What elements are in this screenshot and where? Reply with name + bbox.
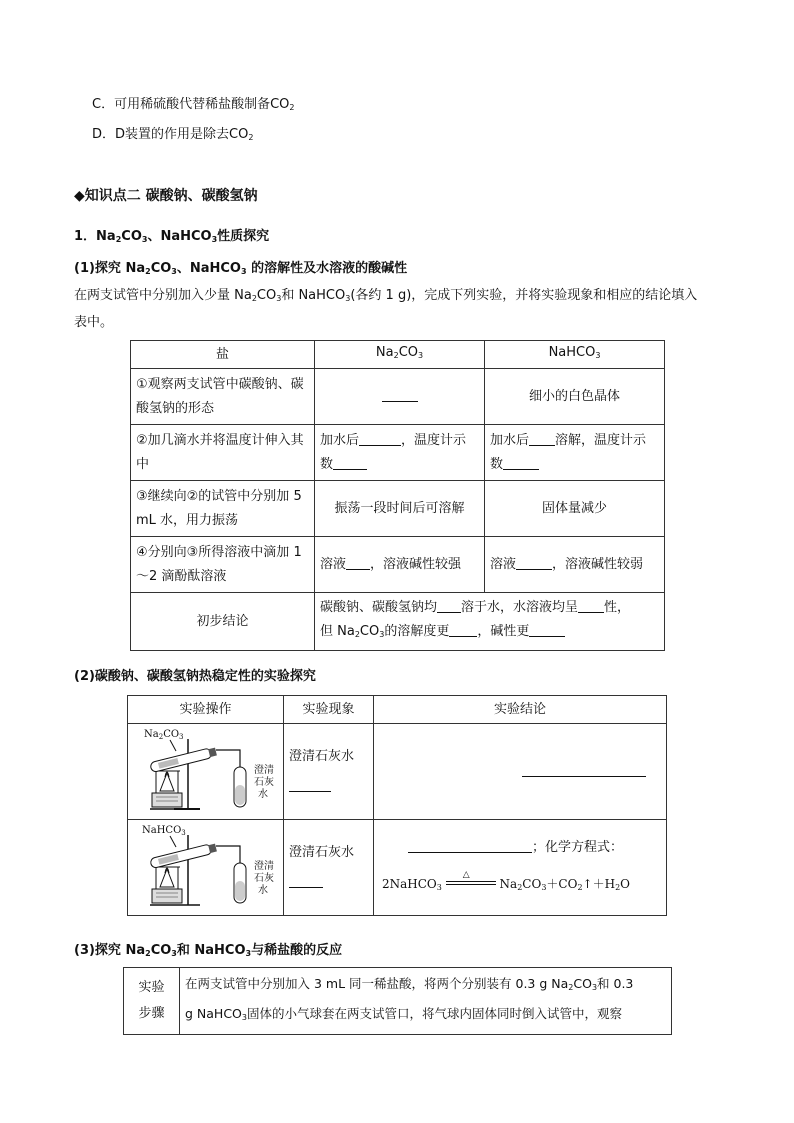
blank[interactable] [449, 624, 477, 637]
eq-r-sub2c: 2 [615, 882, 621, 892]
heat-arrow [446, 870, 496, 890]
option-d-formula: CO [229, 127, 249, 142]
concl-sub3: 3 [379, 630, 385, 639]
row1-nahco3: 细小的白色晶体 [485, 369, 665, 425]
table-row [131, 481, 665, 537]
properties-table [130, 340, 665, 651]
conclusion-label: 初步结论 [131, 593, 315, 651]
apparatus-reagent-label [142, 825, 186, 837]
part3-pre: (3)探究 Na [74, 943, 146, 958]
steps-sub2: 2 [568, 983, 574, 992]
lime-label-2 [254, 859, 274, 896]
lime-d5: 水 [258, 884, 268, 896]
part1-sub2: 2 [145, 267, 151, 276]
blank[interactable] [437, 600, 461, 613]
reagent-sub3: 3 [179, 732, 184, 741]
thermal-stability-table [127, 695, 667, 916]
option-c [92, 96, 294, 117]
intro-sub3: 3 [276, 294, 282, 303]
reagent-na: Na [144, 728, 159, 740]
blank[interactable] [359, 433, 401, 446]
table-header-row [128, 696, 667, 724]
row4-na2co3 [315, 537, 485, 593]
intro-b: CO [256, 288, 277, 303]
part2-heading: (2)碳酸钠、碳酸氢钠热稳定性的实验探究 [74, 669, 316, 684]
concl-1c: 性， [604, 600, 631, 615]
lime-d1: 澄 [254, 860, 264, 872]
option-c-formula: CO [270, 97, 290, 112]
blank[interactable] [346, 557, 370, 570]
h-sub3b: 3 [595, 351, 601, 360]
delta-icon: △ [462, 870, 470, 880]
row2-na-a: 加水后 [320, 432, 360, 448]
lime-d3: 石 [254, 872, 264, 884]
eq-r5: O [620, 876, 630, 891]
h-nahco: NaHCO [548, 345, 596, 360]
row4-na-b: ，溶液碱性较强 [370, 556, 462, 572]
reagent-co: CO [163, 728, 180, 740]
row2-na2co3 [315, 425, 485, 481]
row2-nh-a: 加水后 [490, 432, 530, 448]
h-co: CO [398, 345, 418, 360]
blank[interactable] [333, 457, 367, 470]
row4-nahco3 [485, 537, 665, 593]
row2-phenomenon [284, 820, 374, 916]
concl-1b: 溶于水，水溶液均呈 [461, 600, 579, 615]
header-na2co3 [315, 341, 485, 369]
part1-intro-line2: 表中。 [74, 315, 114, 330]
blank[interactable] [408, 840, 532, 853]
table-row [131, 369, 665, 425]
part3-sub3b: 3 [245, 949, 252, 958]
steps-1b: CO [573, 976, 592, 991]
heating-apparatus-diagram [130, 823, 276, 913]
intro-c: 和 NaHCO [281, 288, 346, 303]
row1-phen-text: 澄清石灰水 [289, 748, 355, 764]
eq-r1: Na [499, 876, 518, 891]
part3-sub2: 2 [145, 949, 151, 958]
part3-heading [74, 942, 342, 963]
concl-sub2: 2 [354, 630, 360, 639]
steps-2a: g NaHCO [185, 1006, 242, 1021]
reagent-sub3b: 3 [181, 828, 186, 837]
reagent-nahco: NaHCO [142, 824, 182, 836]
header-phenomenon: 实验现象 [284, 696, 374, 724]
steps-1c: 和 0.3 [597, 976, 634, 991]
part1-heading [74, 260, 407, 281]
row2-na-b: ，温度计示数 [320, 432, 467, 472]
steps-1a: 在两支试管中分别加入 3 mL 同一稀盐酸，将两个分别装有 0.3 g Na [185, 976, 569, 991]
eq-r4: ↑＋H [582, 876, 616, 891]
part1-intro-line1 [74, 287, 697, 308]
part1-mid1: CO [150, 261, 172, 276]
lime-c5: 水 [258, 788, 268, 800]
option-d [92, 126, 253, 147]
apparatus-reagent-label [144, 729, 184, 741]
table-row [131, 425, 665, 481]
chemical-equation [382, 863, 661, 903]
concl-tail: ；化学方程式： [532, 839, 624, 855]
blank[interactable] [289, 779, 331, 792]
blank[interactable] [529, 433, 555, 446]
table-row [128, 724, 667, 820]
row4-nh-b: ，溶液碱性较弱 [552, 556, 644, 572]
sub1-sub2: 2 [115, 235, 122, 244]
equals-line [446, 881, 496, 882]
blank[interactable] [289, 875, 323, 888]
row3-na2co3: 振荡一段时间后可溶解 [315, 481, 485, 537]
row2-conclusion [374, 820, 667, 916]
lime-d2: 清 [264, 860, 274, 872]
part1-mid2: 、NaHCO [176, 261, 241, 276]
lime-c1: 澄 [254, 764, 264, 776]
steps-sub3b: 3 [241, 1013, 247, 1022]
eq-sub3: 3 [436, 882, 442, 892]
part1-sub3: 3 [171, 267, 177, 276]
row2-step: ②加几滴水并将温度计伸入其中 [131, 425, 315, 481]
sub1-mid1: CO [121, 229, 142, 244]
concl-2d: ，碱性更 [477, 624, 530, 639]
header-nahco3 [485, 341, 665, 369]
blank[interactable] [516, 557, 552, 570]
h-na: Na [375, 345, 394, 360]
sub1-post: 性质探究 [217, 229, 270, 244]
steps-label: 实验步骤 [124, 968, 180, 1035]
part1-sub3b: 3 [240, 267, 247, 276]
table-row [128, 820, 667, 916]
eq-r3: ＋CO [546, 876, 578, 891]
part3-post: 与稀盐酸的反应 [251, 943, 343, 958]
lime-c3: 石 [254, 776, 264, 788]
header-conclusion: 实验结论 [374, 696, 667, 724]
lime-label-1 [254, 763, 274, 800]
table-header-row [131, 341, 665, 369]
part1-post: 的溶解性及水溶液的酸碱性 [246, 261, 408, 276]
option-d-text: D．D装置的作用是除去 [92, 127, 230, 142]
row4-step: ④分别向③所得溶液中滴加 1～2 滴酚酞溶液 [131, 537, 315, 593]
subsection-1-title [74, 228, 269, 249]
equals-line-2 [446, 884, 496, 885]
blank[interactable] [382, 389, 418, 402]
sub1-mid2: 、NaHCO [147, 229, 212, 244]
h-sub3: 3 [418, 351, 424, 360]
lime-c2: 清 [264, 764, 274, 776]
row1-step: ①观察两支试管中碳酸钠、碳酸氢钠的形态 [131, 369, 315, 425]
h-sub2: 2 [393, 351, 399, 360]
part1-pre: (1)探究 Na [74, 261, 146, 276]
heating-apparatus-diagram [130, 727, 276, 817]
part3-mid2: 和 NaHCO [176, 943, 246, 958]
lime-c4: 灰 [264, 776, 274, 788]
eq-left: 2NaHCO [382, 876, 437, 891]
row2-nahco3 [485, 425, 665, 481]
concl-1a: 碳酸钠、碳酸氢钠均 [320, 600, 438, 615]
row1-na2co3 [315, 369, 485, 425]
blank[interactable] [529, 624, 565, 637]
header-salt: 盐 [131, 341, 315, 369]
sub1-pre: 1．Na [74, 229, 116, 244]
steps-2b: 固体的小气球套在两支试管口，将气球内固体同时倒入试管中，观察 [246, 1006, 622, 1021]
blank[interactable] [503, 457, 539, 470]
concl-2a: 但 Na [320, 624, 355, 639]
row1-conclusion [374, 724, 667, 820]
sub1-sub3: 3 [141, 235, 148, 244]
row4-na-a: 溶液 [320, 556, 347, 572]
blank[interactable] [578, 600, 604, 613]
eq-r-sub3: 3 [541, 882, 547, 892]
acid-reaction-table [123, 967, 672, 1035]
intro-a: 在两支试管中分别加入少量 Na [74, 288, 252, 303]
table-row [124, 968, 672, 1035]
steps-sub3: 3 [591, 983, 598, 992]
sub1-sub3b: 3 [211, 235, 218, 244]
section-title: ◆知识点二 碳酸钠、碳酸氢钠 [74, 188, 258, 204]
row4-nh-a: 溶液 [490, 556, 517, 572]
eq-r-sub2b: 2 [577, 882, 583, 892]
steps-text [180, 968, 672, 1035]
apparatus-cell-2 [128, 820, 284, 916]
table-row [131, 537, 665, 593]
row3-nahco3: 固体量减少 [485, 481, 665, 537]
reagent-sub2: 2 [158, 732, 164, 741]
eq-r2: CO [522, 876, 542, 891]
concl-2c: 的溶解度更 [384, 624, 450, 639]
intro-sub2: 2 [251, 294, 257, 303]
eq-r-sub2: 2 [517, 882, 523, 892]
part3-mid1: CO [150, 943, 172, 958]
part3-sub3: 3 [171, 949, 177, 958]
intro-d: (各约 1 g)，完成下列实验，并将实验现象和相应的结论填入 [350, 288, 698, 303]
option-c-text: C．可用稀硫酸代替稀盐酸制备 [92, 97, 271, 112]
concl-2b: CO [359, 624, 380, 639]
conclusion-text [315, 593, 665, 651]
option-c-sub: 2 [289, 103, 295, 112]
row2-phen-text: 澄清石灰水 [289, 844, 355, 860]
row1-phenomenon [284, 724, 374, 820]
blank[interactable] [522, 764, 646, 777]
row3-step: ③继续向②的试管中分别加 5 mL 水，用力振荡 [131, 481, 315, 537]
intro-sub3b: 3 [345, 294, 351, 303]
row2-concl-line1 [382, 833, 661, 863]
lime-d4: 灰 [264, 872, 274, 884]
option-d-sub: 2 [248, 133, 254, 142]
header-operation: 实验操作 [128, 696, 284, 724]
table-row [131, 593, 665, 651]
row2-nh-b: 溶解，温度计示数 [490, 432, 647, 472]
apparatus-cell-1 [128, 724, 284, 820]
